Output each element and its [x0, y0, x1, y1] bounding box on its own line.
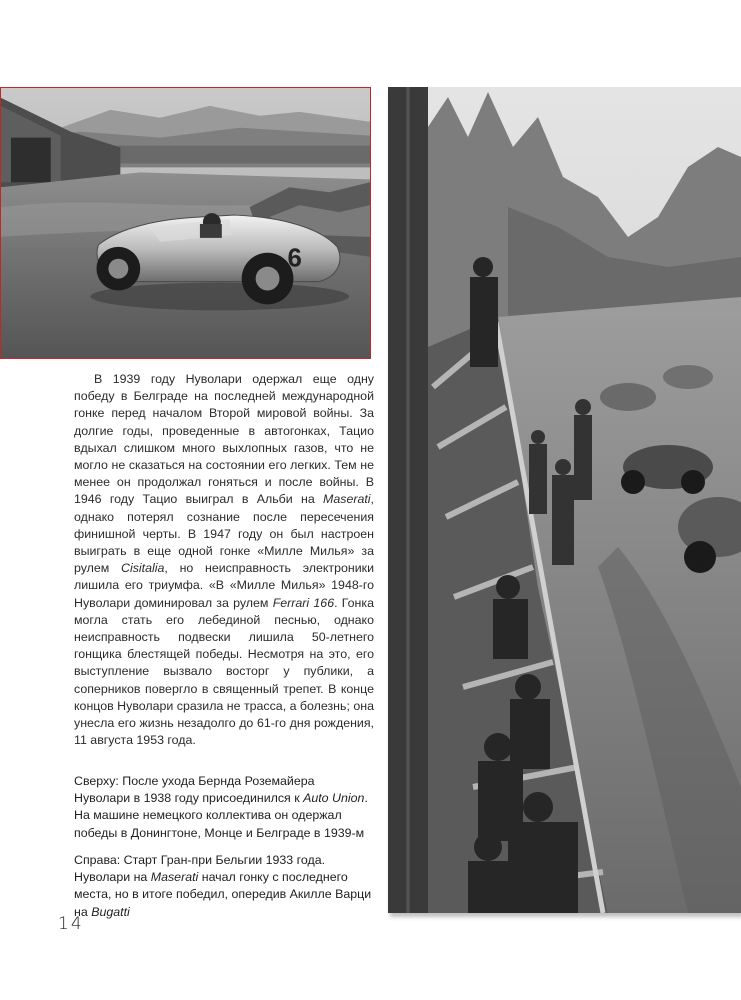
caption-right-part-1: Справа: Старт Гран-при Бельгии 1933 года. Нуволари на: [74, 853, 326, 885]
body-italic-ferrari: Ferrari 166: [272, 595, 335, 610]
body-text-part-4: . Гонка могла стать его лебединой песнью, однако неисправность подвески лишила 50-летнего гонщика блестящей победы. Несмотря на это, его выступление вызвало восторг у публики, а соперников повергло в священный трепет. В конце концов Нуволари сразила не трасса, а болезнь; она унесла его жизнь незадолго до 61-го дня рождения, 11 августа 1953 года.: [74, 595, 374, 748]
photo-auto-union-image: [1, 88, 370, 358]
caption-top-italic: Auto Union: [303, 791, 365, 806]
caption-top-part-1: Сверху: После ухода Бернда Роземайера Нуволари в 1938 году присоединился к: [74, 774, 315, 806]
body-italic-maserati: Maserati: [323, 492, 371, 507]
car-number-label: 6: [287, 244, 302, 273]
caption-top-part-2: . На машине немецкого коллектива он одержал победы в Донингтоне, Монце и Белграде в 1939-м: [74, 791, 368, 840]
page-number: 14: [58, 914, 84, 934]
caption-right-part-2: начал гонку с последнего места, но в итоге победил, опередив Акилле Варци на: [74, 870, 372, 919]
body-text-part-3: , но неисправность электроники лишила его триумфа. «В «Милле Милья» 1948-го Нуволари доминировал за рулем: [74, 561, 374, 610]
body-italic-cisitalia: Cisitalia: [121, 561, 165, 576]
caption-right-italic-bugatti: Bugatti: [91, 904, 130, 919]
caption-right-photo: [74, 852, 374, 921]
photo-belgian-gp-1933: [388, 87, 741, 913]
body-text-part-1: В 1939 году Нуволари одержал еще одну победу в Белграде на последней международной гонке перед началом Второй мировой войны. За долгие годы, проведенные в автогонках, Тацио вдыхал слишком много выхлопных газов, что не могло не сказаться на состоянии его легких. Тем не менее он продолжал гоняться и после войны. В 1946 году Тацио выиграл в Альби на: [74, 372, 374, 507]
photo-belgian-gp-image: [388, 87, 741, 913]
caption-right-italic-maserati: Maserati: [150, 870, 199, 885]
photo-auto-union-1939: [0, 87, 371, 359]
caption-top-photo: [74, 773, 374, 842]
body-text-part-2: , однако потерял сознание после пересечения финишной черты. В 1947 году он был настроен выиграть в еще одной гонке «Милле Милья» за рулем: [74, 492, 374, 576]
article-body-text: [74, 371, 374, 749]
